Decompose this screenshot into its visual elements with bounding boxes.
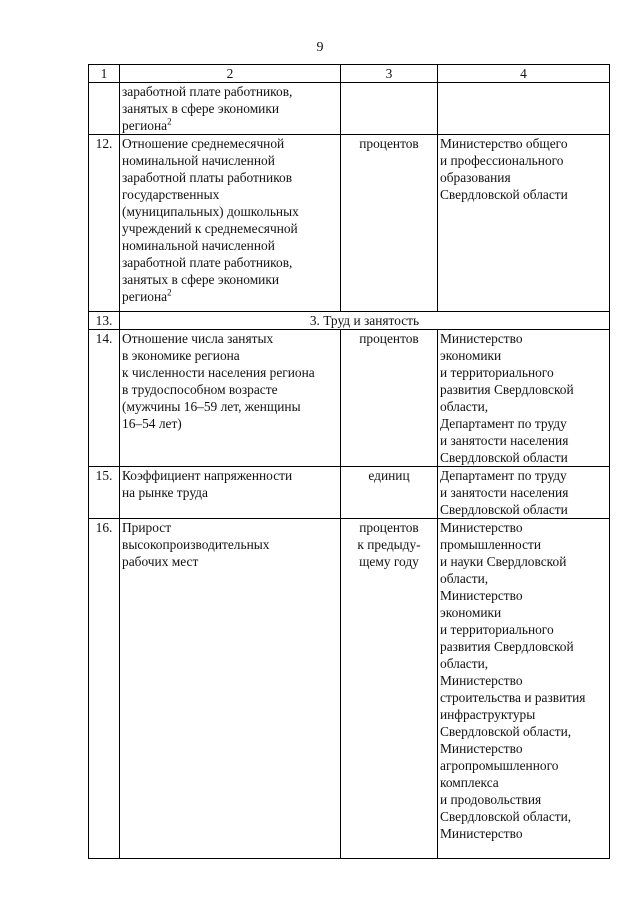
- footnote-mark: 2: [167, 116, 172, 127]
- row-number: 12.: [89, 135, 120, 312]
- indicator-cell: Коэффициент напряженности на рынке труда: [120, 467, 341, 519]
- table-row: [89, 330, 610, 467]
- header-col-4: 4: [438, 65, 610, 83]
- indicator-cell: [120, 135, 341, 312]
- section-title: 3. Труд и занятость: [120, 312, 610, 330]
- responsible-cell: Министерство экономики и территориального развития Свердловской области, Департамент по труду и занятости населения Свердловской области: [438, 330, 610, 467]
- responsible-cell: Департамент по труду и занятости населения Свердловской области: [438, 467, 610, 519]
- header-col-1: 1: [89, 65, 120, 83]
- row-number: 14.: [89, 330, 120, 467]
- row-number: [89, 83, 120, 135]
- indicator-cell: Прирост высокопроизводительных рабочих мест: [120, 519, 341, 859]
- unit-cell: [341, 83, 438, 135]
- table-row: [89, 83, 610, 135]
- unit-cell: процентов: [341, 330, 438, 467]
- responsible-cell: [438, 83, 610, 135]
- row-number: 15.: [89, 467, 120, 519]
- table-header-row: [89, 65, 610, 83]
- unit-cell: процентов к предыду- щему году: [341, 519, 438, 859]
- indicator-text: заработной плате работников, занятых в сфере экономики региона: [122, 84, 293, 133]
- section-row: [89, 312, 610, 330]
- footnote-mark: 2: [167, 287, 172, 298]
- responsible-cell: Министерство общего и профессионального образования Свердловской области: [438, 135, 610, 312]
- indicator-cell: Отношение числа занятых в экономике региона к численности населения региона в трудоспособном возрасте (мужчины 16–59 лет, женщины 16–54 лет): [120, 330, 341, 467]
- unit-cell: единиц: [341, 467, 438, 519]
- unit-cell: процентов: [341, 135, 438, 312]
- header-col-3: 3: [341, 65, 438, 83]
- table-row: [89, 135, 610, 312]
- table-row: [89, 467, 610, 519]
- indicators-table: [88, 64, 610, 859]
- row-number: 13.: [89, 312, 120, 330]
- table-row: [89, 519, 610, 859]
- indicator-cell: [120, 83, 341, 135]
- responsible-cell: Министерство промышленности и науки Свердловской области, Министерство экономики и территориального развития Свердловской области, Министерство строительства и развития инфраструктуры Свердловской области, Министерство агропромышленного комплекса и продовольствия Свердловской области, Министерство: [438, 519, 610, 859]
- indicator-text: Отношение среднемесячной номинальной начисленной заработной платы работников государственных (муниципальных) дошкольных учреждений к среднемесячной номинальной начисленной заработной плате работников, занятых в сфере экономики региона: [122, 136, 299, 304]
- row-number: 16.: [89, 519, 120, 859]
- page-number: 9: [316, 40, 324, 55]
- header-col-2: 2: [120, 65, 341, 83]
